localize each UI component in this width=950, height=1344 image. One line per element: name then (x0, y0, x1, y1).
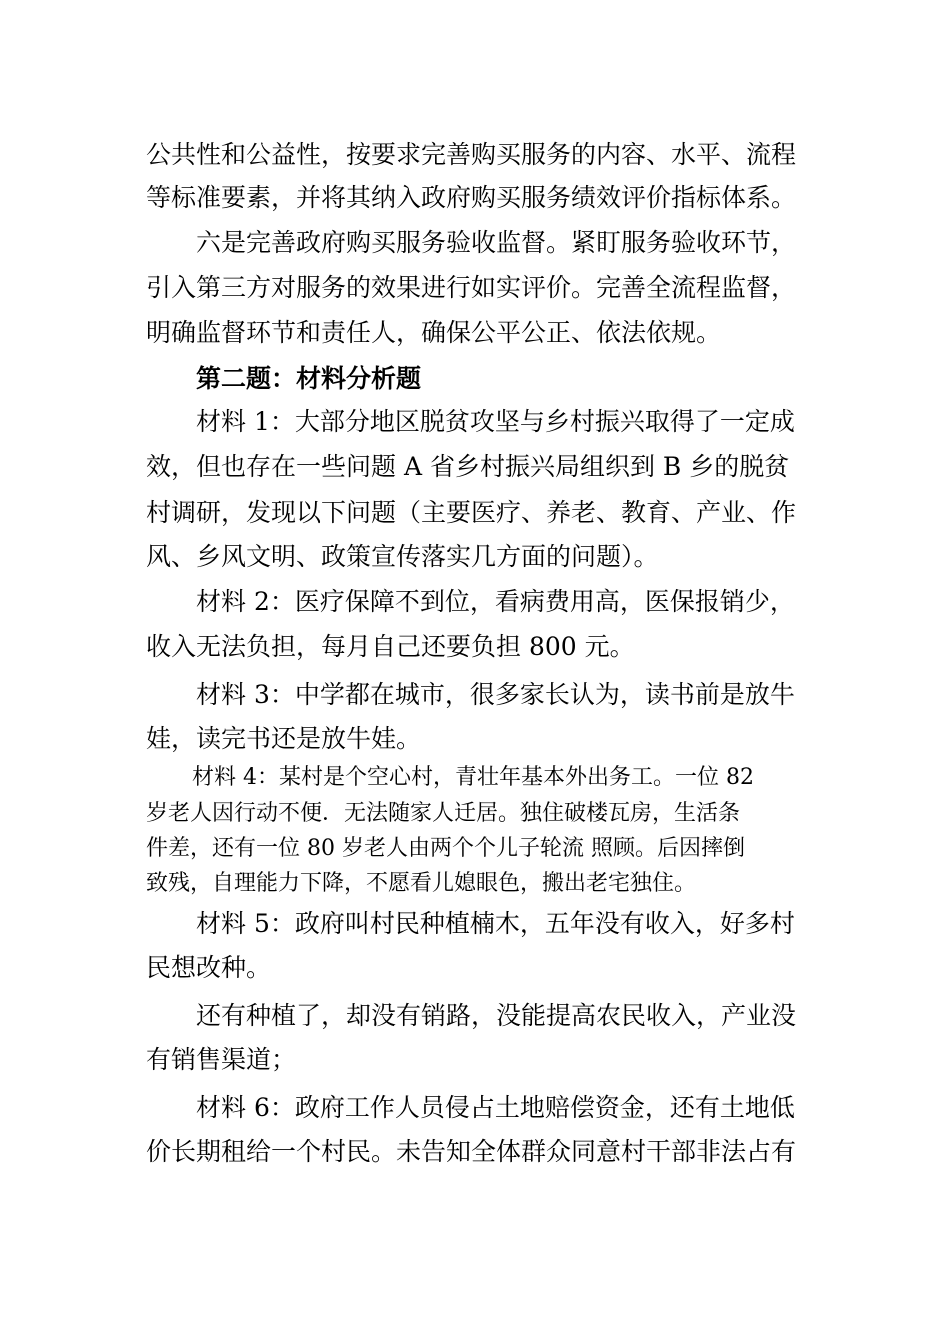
paragraph-line: 有销售渠道； (146, 1045, 297, 1074)
paragraph-line: 致残，自理能力下降，不愿看儿媳眼色，搬出老宅独住。 (146, 871, 697, 896)
paragraph-line: 村调研，发现以下问题（主要医疗、养老、教育、产业、作 (146, 498, 797, 527)
paragraph-line: 风、乡风文明、政策宣传落实几方面的问题）。 (146, 542, 659, 571)
paragraph-line: 等标准要素，并将其纳入政府购买服务绩效评价指标体系。 (146, 183, 797, 212)
section-heading: 第二题：材料分析题 (196, 364, 422, 393)
paragraph-line: 娃，读完书还是放牛娃。 (146, 724, 422, 753)
paragraph-line: 引入第三方对服务的效果进行如实评价。完善全流程监督， (146, 273, 797, 302)
paragraph-line: 还有种植了，却没有销路，没能提高农民收入，产业没 (196, 1001, 797, 1030)
paragraph-line: 收入无法负担，每月自己还要负担 800 元。 (146, 632, 635, 661)
paragraph-line: 岁老人因行动不便．无法随家人迁居。独住破楼瓦房，生活条 (146, 801, 741, 826)
paragraph-line: 材料 3：中学都在城市，很多家长认为，读书前是放牛 (196, 680, 795, 709)
paragraph-line: 材料 6：政府工作人员侵占土地赔偿资金，还有土地低 (196, 1093, 795, 1122)
paragraph-line: 材料 4：某村是个空心村，青壮年基本外出务工。一位 82 (192, 765, 754, 790)
paragraph-line: 明确监督环节和责任人，确保公平公正、依法依规。 (146, 318, 722, 347)
paragraph-line: 效，但也存在一些问题 A 省乡村振兴局组织到 B 乡的脱贫 (146, 452, 790, 481)
paragraph-line: 六是完善政府购买服务验收监督。紧盯服务验收环节， (196, 228, 797, 257)
paragraph-line: 价长期租给一个村民。未告知全体群众同意村干部非法占有 (146, 1137, 797, 1166)
paragraph-line: 材料 5：政府叫村民种植楠木，五年没有收入，好多村 (196, 909, 795, 938)
paragraph-line: 公共性和公益性，按要求完善购买服务的内容、水平、流程 (146, 140, 797, 169)
paragraph-line: 材料 2：医疗保障不到位，看病费用高，医保报销少， (196, 587, 795, 616)
paragraph-line: 件差，还有一位 80 岁老人由两个个儿子轮流 照顾。后因摔倒 (146, 836, 745, 861)
paragraph-line: 材料 1：大部分地区脱贫攻坚与乡村振兴取得了一定成 (196, 407, 795, 436)
paragraph-line: 民想改种。 (146, 953, 272, 982)
